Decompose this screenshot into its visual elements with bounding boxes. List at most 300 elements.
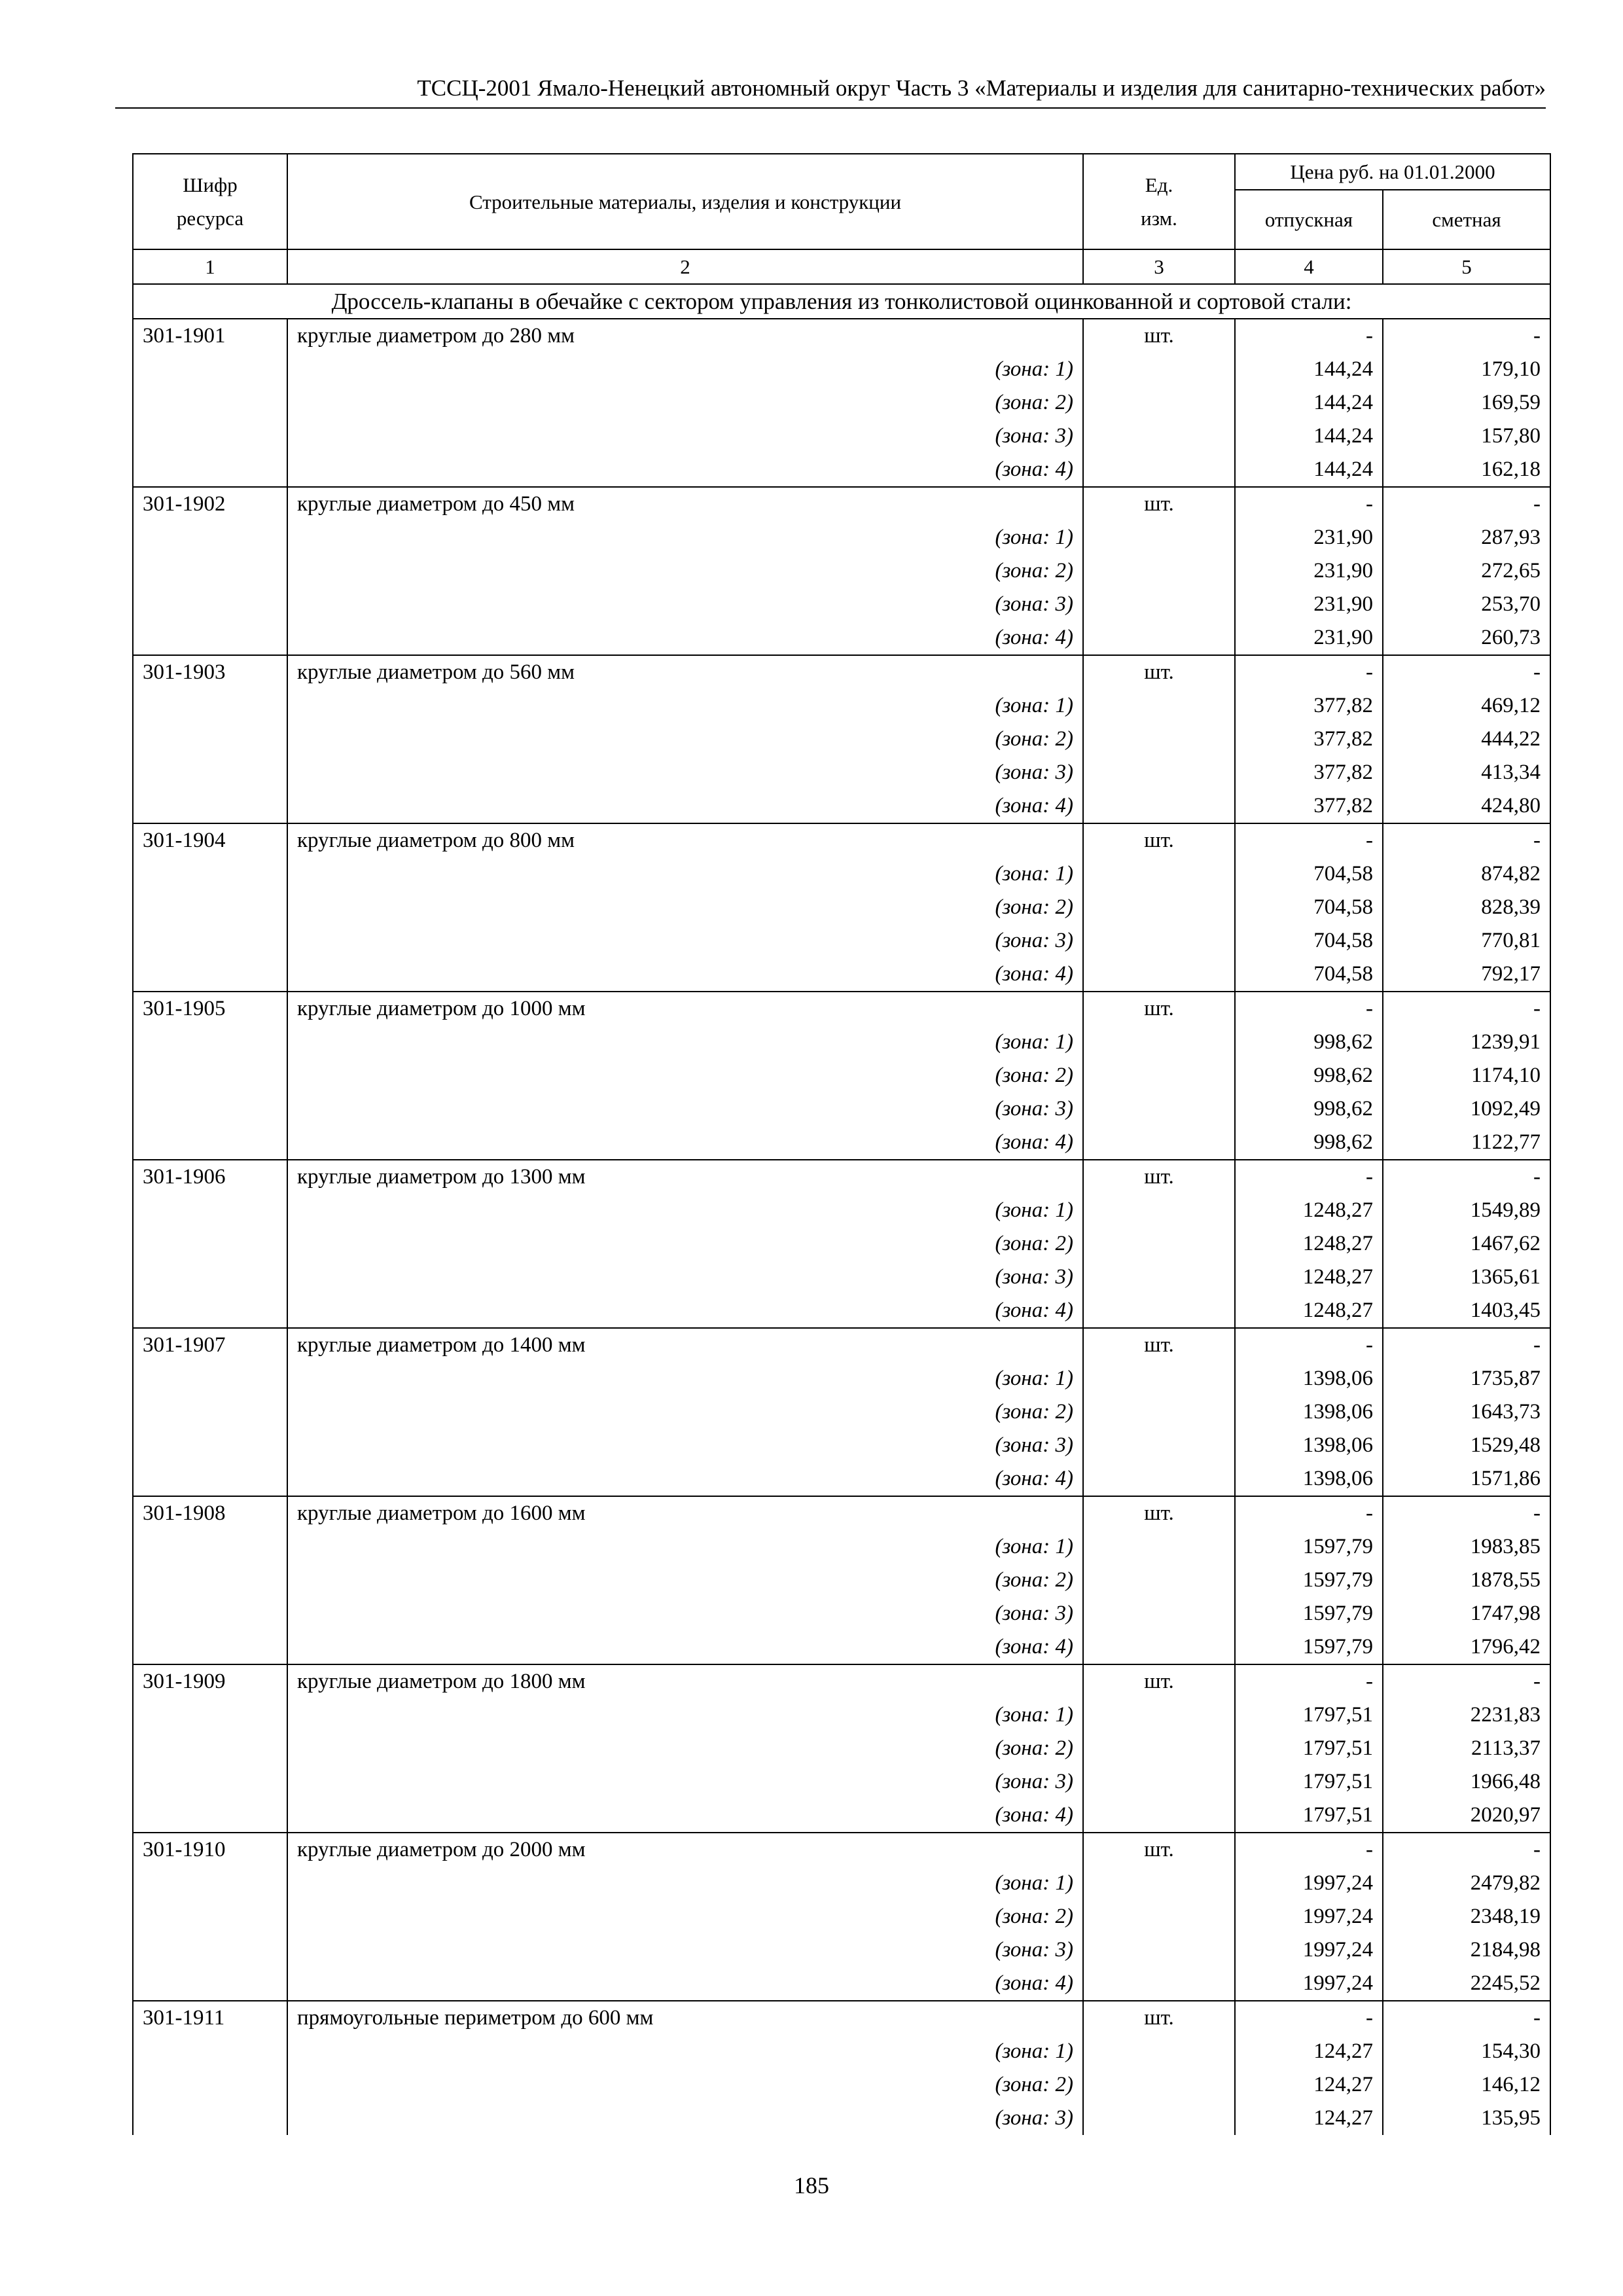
release-price: 1248,27 xyxy=(1235,1194,1383,1227)
empty-cell xyxy=(133,1732,287,1765)
estimate-price: - xyxy=(1383,1160,1550,1194)
estimate-price: 179,10 xyxy=(1383,353,1550,386)
col-header-name: Строительные материалы, изделия и конструкции xyxy=(287,154,1083,249)
zone-label: (зона: 4) xyxy=(287,1967,1083,2001)
empty-cell xyxy=(1083,723,1235,756)
empty-cell xyxy=(1083,1092,1235,1126)
zone-label: (зона: 1) xyxy=(287,521,1083,554)
empty-cell xyxy=(133,453,287,487)
zone-row xyxy=(133,420,1550,453)
estimate-price: 1365,61 xyxy=(1383,1261,1550,1294)
resource-code: 301-1903 xyxy=(133,655,287,689)
resource-code: 301-1907 xyxy=(133,1328,287,1362)
estimate-price: 157,80 xyxy=(1383,420,1550,453)
empty-cell xyxy=(1083,1698,1235,1732)
estimate-price: 1122,77 xyxy=(1383,1126,1550,1160)
resource-code: 301-1911 xyxy=(133,2001,287,2035)
item-name: круглые диаметром до 1800 мм xyxy=(287,1664,1083,1698)
empty-cell xyxy=(1083,1867,1235,1900)
empty-cell xyxy=(133,958,287,992)
empty-cell xyxy=(133,588,287,621)
zone-row xyxy=(133,1867,1550,1900)
zone-row xyxy=(133,1092,1550,1126)
zone-label: (зона: 4) xyxy=(287,958,1083,992)
zone-row xyxy=(133,1597,1550,1630)
release-price: 377,82 xyxy=(1235,789,1383,823)
zone-label: (зона: 3) xyxy=(287,588,1083,621)
estimate-price: 272,65 xyxy=(1383,554,1550,588)
resource-code: 301-1901 xyxy=(133,319,287,353)
zone-label: (зона: 4) xyxy=(287,621,1083,655)
estimate-price: 146,12 xyxy=(1383,2068,1550,2102)
unit: шт. xyxy=(1083,1664,1235,1698)
release-price: - xyxy=(1235,487,1383,521)
zone-label: (зона: 1) xyxy=(287,1530,1083,1564)
empty-cell xyxy=(1083,2102,1235,2135)
release-price: 231,90 xyxy=(1235,621,1383,655)
unit: шт. xyxy=(1083,1328,1235,1362)
empty-cell xyxy=(1083,1630,1235,1664)
empty-cell xyxy=(133,891,287,924)
column-number: 5 xyxy=(1383,249,1550,284)
resource-code: 301-1902 xyxy=(133,487,287,521)
release-price: 377,82 xyxy=(1235,756,1383,789)
unit: шт. xyxy=(1083,1160,1235,1194)
estimate-price: - xyxy=(1383,1328,1550,1362)
zone-label: (зона: 1) xyxy=(287,1026,1083,1059)
estimate-price: 260,73 xyxy=(1383,621,1550,655)
estimate-price: 1735,87 xyxy=(1383,1362,1550,1395)
zone-row xyxy=(133,958,1550,992)
empty-cell xyxy=(1083,1967,1235,2001)
zone-label: (зона: 2) xyxy=(287,386,1083,420)
item-row xyxy=(133,1160,1550,1194)
item-name: прямоугольные периметром до 600 мм xyxy=(287,2001,1083,2035)
release-price: - xyxy=(1235,2001,1383,2035)
estimate-price: 1239,91 xyxy=(1383,1026,1550,1059)
estimate-price: 169,59 xyxy=(1383,386,1550,420)
estimate-price: 154,30 xyxy=(1383,2035,1550,2068)
estimate-price: 1467,62 xyxy=(1383,1227,1550,1261)
release-price: - xyxy=(1235,992,1383,1026)
empty-cell xyxy=(133,1026,287,1059)
empty-cell xyxy=(133,1698,287,1732)
empty-cell xyxy=(133,1227,287,1261)
empty-cell xyxy=(133,1530,287,1564)
zone-row xyxy=(133,1462,1550,1496)
unit: шт. xyxy=(1083,487,1235,521)
unit: шт. xyxy=(1083,1496,1235,1530)
zone-label: (зона: 3) xyxy=(287,1261,1083,1294)
item-row xyxy=(133,1328,1550,1362)
release-price: 1597,79 xyxy=(1235,1597,1383,1630)
zone-label: (зона: 1) xyxy=(287,1362,1083,1395)
section-row xyxy=(133,284,1550,319)
release-price: 1248,27 xyxy=(1235,1294,1383,1328)
zone-row xyxy=(133,521,1550,554)
estimate-price: - xyxy=(1383,823,1550,857)
zone-row xyxy=(133,2068,1550,2102)
col-header-release: отпускная xyxy=(1235,190,1383,249)
estimate-price: - xyxy=(1383,2001,1550,2035)
release-price: 998,62 xyxy=(1235,1126,1383,1160)
estimate-price: - xyxy=(1383,1496,1550,1530)
resource-code: 301-1908 xyxy=(133,1496,287,1530)
empty-cell xyxy=(1083,958,1235,992)
empty-cell xyxy=(133,1867,287,1900)
zone-row xyxy=(133,689,1550,723)
zone-row xyxy=(133,1698,1550,1732)
release-price: 377,82 xyxy=(1235,723,1383,756)
zone-row xyxy=(133,1900,1550,1933)
estimate-price: 792,17 xyxy=(1383,958,1550,992)
unit: шт. xyxy=(1083,823,1235,857)
estimate-price: 1966,48 xyxy=(1383,1765,1550,1799)
release-price: 998,62 xyxy=(1235,1026,1383,1059)
release-price: 704,58 xyxy=(1235,958,1383,992)
release-price: 1597,79 xyxy=(1235,1630,1383,1664)
estimate-price: - xyxy=(1383,992,1550,1026)
zone-row xyxy=(133,1194,1550,1227)
empty-cell xyxy=(133,1462,287,1496)
empty-cell xyxy=(133,1294,287,1328)
zone-row xyxy=(133,1126,1550,1160)
estimate-price: 444,22 xyxy=(1383,723,1550,756)
release-price: 1248,27 xyxy=(1235,1227,1383,1261)
empty-cell xyxy=(133,1933,287,1967)
zone-row xyxy=(133,1362,1550,1395)
estimate-price: 1403,45 xyxy=(1383,1294,1550,1328)
resource-code: 301-1904 xyxy=(133,823,287,857)
release-price: 1597,79 xyxy=(1235,1564,1383,1597)
section-title: Дроссель-клапаны в обечайке с сектором управления из тонколистовой оцинкованной и сортовой стали: xyxy=(133,284,1550,319)
empty-cell xyxy=(133,857,287,891)
release-price: 704,58 xyxy=(1235,924,1383,958)
item-name: круглые диаметром до 2000 мм xyxy=(287,1833,1083,1867)
release-price: 231,90 xyxy=(1235,521,1383,554)
estimate-price: 413,34 xyxy=(1383,756,1550,789)
estimate-price: 287,93 xyxy=(1383,521,1550,554)
release-price: 1597,79 xyxy=(1235,1530,1383,1564)
estimate-price: 1747,98 xyxy=(1383,1597,1550,1630)
release-price: 1797,51 xyxy=(1235,1765,1383,1799)
zone-label: (зона: 3) xyxy=(287,1765,1083,1799)
item-name: круглые диаметром до 450 мм xyxy=(287,487,1083,521)
release-price: 1398,06 xyxy=(1235,1395,1383,1429)
zone-label: (зона: 2) xyxy=(287,1227,1083,1261)
empty-cell xyxy=(1083,1126,1235,1160)
estimate-price: 2020,97 xyxy=(1383,1799,1550,1833)
empty-cell xyxy=(1083,621,1235,655)
empty-cell xyxy=(133,1126,287,1160)
unit: шт. xyxy=(1083,319,1235,353)
zone-label: (зона: 2) xyxy=(287,1395,1083,1429)
zone-label: (зона: 3) xyxy=(287,924,1083,958)
empty-cell xyxy=(1083,1799,1235,1833)
col-header-estimate: сметная xyxy=(1383,190,1550,249)
page-number: 185 xyxy=(794,2172,829,2198)
zone-row xyxy=(133,2035,1550,2068)
zone-row xyxy=(133,1261,1550,1294)
estimate-price: 2348,19 xyxy=(1383,1900,1550,1933)
zone-row xyxy=(133,588,1550,621)
empty-cell xyxy=(1083,1294,1235,1328)
release-price: 1248,27 xyxy=(1235,1261,1383,1294)
empty-cell xyxy=(1083,1732,1235,1765)
release-price: 144,24 xyxy=(1235,453,1383,487)
release-price: - xyxy=(1235,319,1383,353)
release-price: 124,27 xyxy=(1235,2068,1383,2102)
empty-cell xyxy=(1083,1530,1235,1564)
resource-code: 301-1910 xyxy=(133,1833,287,1867)
empty-cell xyxy=(133,386,287,420)
release-price: 124,27 xyxy=(1235,2102,1383,2135)
unit: шт. xyxy=(1083,1833,1235,1867)
zone-label: (зона: 3) xyxy=(287,1933,1083,1967)
release-price: 998,62 xyxy=(1235,1092,1383,1126)
empty-cell xyxy=(133,1194,287,1227)
zone-row xyxy=(133,723,1550,756)
zone-label: (зона: 4) xyxy=(287,1126,1083,1160)
item-row xyxy=(133,992,1550,1026)
estimate-price: 2184,98 xyxy=(1383,1933,1550,1967)
zone-row xyxy=(133,1059,1550,1092)
release-price: 144,24 xyxy=(1235,420,1383,453)
zone-label: (зона: 1) xyxy=(287,689,1083,723)
release-price: - xyxy=(1235,1664,1383,1698)
empty-cell xyxy=(1083,2035,1235,2068)
zone-label: (зона: 4) xyxy=(287,1630,1083,1664)
item-row xyxy=(133,823,1550,857)
empty-cell xyxy=(1083,1429,1235,1462)
estimate-price: 424,80 xyxy=(1383,789,1550,823)
estimate-price: 469,12 xyxy=(1383,689,1550,723)
empty-cell xyxy=(133,353,287,386)
zone-label: (зона: 4) xyxy=(287,789,1083,823)
item-row xyxy=(133,319,1550,353)
empty-cell xyxy=(1083,689,1235,723)
item-row xyxy=(133,2001,1550,2035)
estimate-price: 253,70 xyxy=(1383,588,1550,621)
zone-label: (зона: 3) xyxy=(287,1429,1083,1462)
item-row xyxy=(133,1664,1550,1698)
release-price: 1398,06 xyxy=(1235,1429,1383,1462)
zone-row xyxy=(133,1026,1550,1059)
release-price: - xyxy=(1235,1160,1383,1194)
item-row xyxy=(133,1833,1550,1867)
empty-cell xyxy=(133,924,287,958)
release-price: - xyxy=(1235,1496,1383,1530)
estimate-price: 2479,82 xyxy=(1383,1867,1550,1900)
release-price: 144,24 xyxy=(1235,386,1383,420)
zone-label: (зона: 2) xyxy=(287,1564,1083,1597)
col-header-unit: Ед. изм. xyxy=(1083,154,1235,249)
zone-row xyxy=(133,891,1550,924)
zone-row xyxy=(133,1732,1550,1765)
empty-cell xyxy=(1083,521,1235,554)
zone-row xyxy=(133,386,1550,420)
column-number: 3 xyxy=(1083,249,1235,284)
zone-row xyxy=(133,1395,1550,1429)
empty-cell xyxy=(133,1261,287,1294)
empty-cell xyxy=(1083,1462,1235,1496)
unit: шт. xyxy=(1083,655,1235,689)
zone-row xyxy=(133,1564,1550,1597)
zone-label: (зона: 1) xyxy=(287,857,1083,891)
unit: шт. xyxy=(1083,992,1235,1026)
release-price: 704,58 xyxy=(1235,857,1383,891)
release-price: 377,82 xyxy=(1235,689,1383,723)
release-price: 144,24 xyxy=(1235,353,1383,386)
running-header xyxy=(115,71,1546,109)
zone-label: (зона: 2) xyxy=(287,723,1083,756)
estimate-price: 828,39 xyxy=(1383,891,1550,924)
estimate-price: 1796,42 xyxy=(1383,1630,1550,1664)
empty-cell xyxy=(133,1092,287,1126)
empty-cell xyxy=(1083,353,1235,386)
estimate-price: - xyxy=(1383,487,1550,521)
estimate-price: 1549,89 xyxy=(1383,1194,1550,1227)
zone-row xyxy=(133,789,1550,823)
empty-cell xyxy=(1083,1564,1235,1597)
item-row xyxy=(133,487,1550,521)
zone-label: (зона: 4) xyxy=(287,1294,1083,1328)
running-title: ТССЦ-2001 Ямало-Ненецкий автономный округ Часть 3 «Материалы и изделия для санитарно-технических работ» xyxy=(417,75,1546,101)
empty-cell xyxy=(133,1059,287,1092)
zone-label: (зона: 2) xyxy=(287,1732,1083,1765)
zone-label: (зона: 3) xyxy=(287,756,1083,789)
estimate-price: 770,81 xyxy=(1383,924,1550,958)
release-price: 1797,51 xyxy=(1235,1732,1383,1765)
zone-row xyxy=(133,857,1550,891)
release-price: 1997,24 xyxy=(1235,1967,1383,2001)
empty-cell xyxy=(1083,1261,1235,1294)
item-name: круглые диаметром до 1300 мм xyxy=(287,1160,1083,1194)
zone-label: (зона: 1) xyxy=(287,2035,1083,2068)
estimate-price: 1571,86 xyxy=(1383,1462,1550,1496)
zone-row xyxy=(133,1530,1550,1564)
empty-cell xyxy=(1083,924,1235,958)
empty-cell xyxy=(133,756,287,789)
estimate-price: 1983,85 xyxy=(1383,1530,1550,1564)
empty-cell xyxy=(133,1900,287,1933)
zone-label: (зона: 3) xyxy=(287,420,1083,453)
empty-cell xyxy=(1083,1227,1235,1261)
zone-row xyxy=(133,1429,1550,1462)
price-table xyxy=(132,153,1551,2135)
zone-row xyxy=(133,1933,1550,1967)
unit: шт. xyxy=(1083,2001,1235,2035)
zone-label: (зона: 3) xyxy=(287,1597,1083,1630)
table-header-row-1 xyxy=(133,154,1550,190)
estimate-price: 874,82 xyxy=(1383,857,1550,891)
empty-cell xyxy=(133,2102,287,2135)
zone-label: (зона: 2) xyxy=(287,554,1083,588)
estimate-price: 2245,52 xyxy=(1383,1967,1550,2001)
resource-code: 301-1906 xyxy=(133,1160,287,1194)
estimate-price: 1174,10 xyxy=(1383,1059,1550,1092)
release-price: - xyxy=(1235,1328,1383,1362)
empty-cell xyxy=(133,2068,287,2102)
empty-cell xyxy=(1083,1194,1235,1227)
column-number-row xyxy=(133,249,1550,284)
empty-cell xyxy=(133,420,287,453)
estimate-price: - xyxy=(1383,655,1550,689)
zone-row xyxy=(133,554,1550,588)
empty-cell xyxy=(1083,554,1235,588)
empty-cell xyxy=(1083,453,1235,487)
empty-cell xyxy=(133,1630,287,1664)
release-price: 124,27 xyxy=(1235,2035,1383,2068)
zone-label: (зона: 4) xyxy=(287,1462,1083,1496)
release-price: - xyxy=(1235,823,1383,857)
estimate-price: 1092,49 xyxy=(1383,1092,1550,1126)
zone-label: (зона: 1) xyxy=(287,1867,1083,1900)
empty-cell xyxy=(1083,1933,1235,1967)
column-number: 1 xyxy=(133,249,287,284)
empty-cell xyxy=(133,789,287,823)
zone-label: (зона: 4) xyxy=(287,1799,1083,1833)
empty-cell xyxy=(133,2035,287,2068)
item-name: круглые диаметром до 1600 мм xyxy=(287,1496,1083,1530)
zone-row xyxy=(133,353,1550,386)
zone-row xyxy=(133,924,1550,958)
item-name: круглые диаметром до 800 мм xyxy=(287,823,1083,857)
item-row xyxy=(133,1496,1550,1530)
empty-cell xyxy=(1083,857,1235,891)
estimate-price: 135,95 xyxy=(1383,2102,1550,2135)
zone-row xyxy=(133,1227,1550,1261)
zone-row xyxy=(133,453,1550,487)
empty-cell xyxy=(133,1395,287,1429)
zone-row xyxy=(133,1799,1550,1833)
empty-cell xyxy=(1083,1395,1235,1429)
empty-cell xyxy=(133,521,287,554)
estimate-price: 2113,37 xyxy=(1383,1732,1550,1765)
empty-cell xyxy=(133,1429,287,1462)
release-price: 998,62 xyxy=(1235,1059,1383,1092)
zone-row xyxy=(133,2102,1550,2135)
empty-cell xyxy=(133,1967,287,2001)
resource-code: 301-1905 xyxy=(133,992,287,1026)
estimate-price: 1529,48 xyxy=(1383,1429,1550,1462)
empty-cell xyxy=(1083,756,1235,789)
zone-row xyxy=(133,1294,1550,1328)
resource-code: 301-1909 xyxy=(133,1664,287,1698)
release-price: 1997,24 xyxy=(1235,1867,1383,1900)
zone-label: (зона: 3) xyxy=(287,2102,1083,2135)
zone-label: (зона: 1) xyxy=(287,1194,1083,1227)
estimate-price: - xyxy=(1383,1664,1550,1698)
estimate-price: 1878,55 xyxy=(1383,1564,1550,1597)
empty-cell xyxy=(133,723,287,756)
empty-cell xyxy=(1083,1026,1235,1059)
zone-label: (зона: 1) xyxy=(287,353,1083,386)
release-price: 1797,51 xyxy=(1235,1799,1383,1833)
empty-cell xyxy=(1083,420,1235,453)
release-price: - xyxy=(1235,655,1383,689)
empty-cell xyxy=(1083,1597,1235,1630)
release-price: 704,58 xyxy=(1235,891,1383,924)
empty-cell xyxy=(1083,1900,1235,1933)
empty-cell xyxy=(133,1564,287,1597)
zone-row xyxy=(133,756,1550,789)
column-number: 2 xyxy=(287,249,1083,284)
release-price: 1398,06 xyxy=(1235,1362,1383,1395)
release-price: 231,90 xyxy=(1235,554,1383,588)
release-price: 231,90 xyxy=(1235,588,1383,621)
empty-cell xyxy=(1083,891,1235,924)
